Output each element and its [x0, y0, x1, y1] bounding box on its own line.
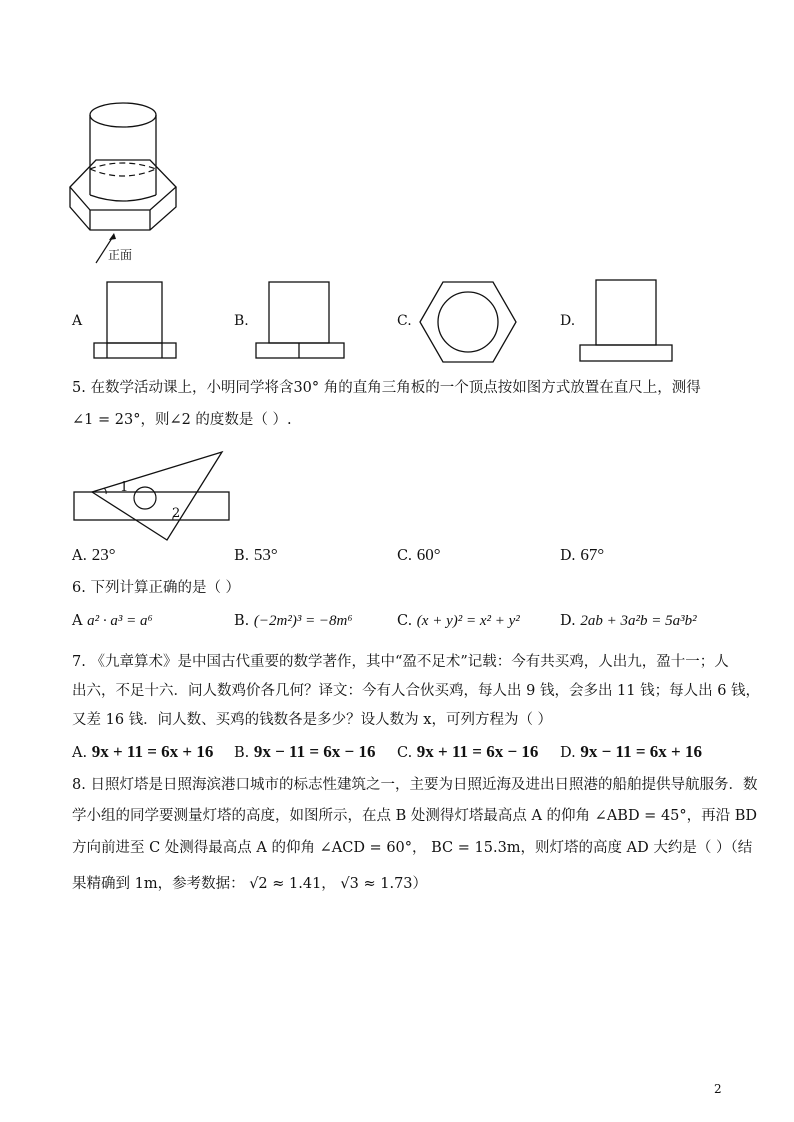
- q5-ruler-triangle-figure: [72, 440, 232, 540]
- q7-option-b-label: B.: [234, 745, 250, 761]
- q7-option-d-label: D.: [560, 745, 576, 761]
- q7-stem-line2: 出六，不足十六．问人数鸡价各几何？译文：今有人合伙买鸡，每人出 9 钱，会多出 11 钱；每人出 6 钱，: [72, 683, 761, 699]
- q6-option-a-label: A: [72, 613, 83, 629]
- q7-option-a-label: A.: [72, 745, 88, 761]
- q7-stem-line1: 7. 《九章算术》是中国古代重要的数学著作，其中“盈不足术”记载：今有共买鸡，人出九，盈十一；人: [72, 654, 729, 670]
- q6-option-a-value: a² · a³ = a⁶: [87, 613, 153, 629]
- q6-option-d: [560, 611, 697, 631]
- q5-option-a-value: 23°: [91, 545, 116, 564]
- q4-solid-figure: [60, 95, 200, 270]
- q4-option-a-label: A: [72, 313, 83, 329]
- q5-option-c: [397, 545, 441, 566]
- q5-option-b-value: 53°: [253, 545, 278, 564]
- q5-option-c-label: C.: [397, 548, 413, 564]
- front-label: 正面: [108, 248, 133, 262]
- q7-option-d: [560, 742, 702, 763]
- q6-option-c-label: C.: [397, 613, 413, 629]
- q4-option-c-figure: [418, 280, 518, 365]
- q5-angle-label-2: 2: [172, 506, 181, 521]
- q5-option-d-value: 67°: [580, 545, 605, 564]
- q6-option-b-label: B.: [234, 613, 250, 629]
- q5-option-b-label: B.: [234, 548, 250, 564]
- q5-option-a-label: A.: [72, 548, 88, 564]
- q6-stem: 6. 下列计算正确的是（ ）: [72, 580, 241, 596]
- q8-stem-line2: 学小组的同学要测量灯塔的高度，如图所示，在点 B 处测得灯塔最高点 A 的仰角 ∠ABD = 45°，再沿 BD: [72, 808, 758, 824]
- q6-option-c-value: (x + y)² = x² + y²: [416, 613, 520, 629]
- q5-option-c-value: 60°: [416, 545, 441, 564]
- q7-stem-line3: 又差 16 钱．问人数、买鸡的钱数各是多少？设人数为 x，可列方程为（ ）: [72, 712, 553, 728]
- q7-option-c-label: C.: [397, 745, 413, 761]
- q6-option-c: [397, 611, 520, 631]
- q6-option-a: [72, 611, 153, 631]
- q5-option-b: [234, 545, 278, 566]
- q4-option-b-label: B.: [234, 313, 249, 329]
- q6-option-d-value: 2ab + 3a²b = 5a³b²: [580, 613, 697, 629]
- q7-option-d-value: 9x − 11 = 6x + 16: [580, 742, 702, 761]
- q5-stem-line2: ∠1 = 23°，则∠2 的度数是（ ）.: [72, 412, 292, 428]
- q5-stem-line1: 5. 在数学活动课上，小明同学将含30° 角的直角三角板的一个顶点按如图方式放置在直尺上，测得: [72, 380, 701, 396]
- q5-option-a: [72, 545, 116, 566]
- q5-option-d-label: D.: [560, 548, 576, 564]
- q4-option-d-figure: [578, 278, 678, 363]
- q7-option-a: [72, 742, 213, 763]
- q8-stem-line1: 8. 日照灯塔是日照海滨港口城市的标志性建筑之一，主要为日照近海及进出日照港的船舶提供导航服务．数: [72, 777, 758, 793]
- q7-option-c-value: 9x + 11 = 6x − 16: [416, 742, 539, 761]
- q7-option-b: [234, 742, 376, 763]
- page-number: 2: [714, 1082, 722, 1096]
- q8-stem-line4: 果精确到 1m，参考数据： √2 ≈ 1.41， √3 ≈ 1.73）: [72, 876, 428, 892]
- q7-option-c: [397, 742, 538, 763]
- q4-option-c-label: C.: [397, 313, 412, 329]
- q5-angle-label-1: 1: [120, 480, 129, 495]
- q7-option-a-value: 9x + 11 = 6x + 16: [91, 742, 214, 761]
- q6-option-b: [234, 611, 353, 631]
- q8-stem-line3: 方向前进至 C 处测得最高点 A 的仰角 ∠ACD = 60°， BC = 15.3m，则灯塔的高度 AD 大约是（ ）（结: [72, 840, 753, 856]
- q4-option-d-label: D.: [560, 313, 576, 329]
- q4-option-b-figure: [254, 280, 349, 360]
- q4-option-a-figure: [92, 280, 182, 360]
- q6-option-d-label: D.: [560, 613, 576, 629]
- q7-option-b-value: 9x − 11 = 6x − 16: [253, 742, 376, 761]
- q6-option-b-value: (−2m²)³ = −8m⁶: [253, 613, 353, 629]
- q5-option-d: [560, 545, 604, 566]
